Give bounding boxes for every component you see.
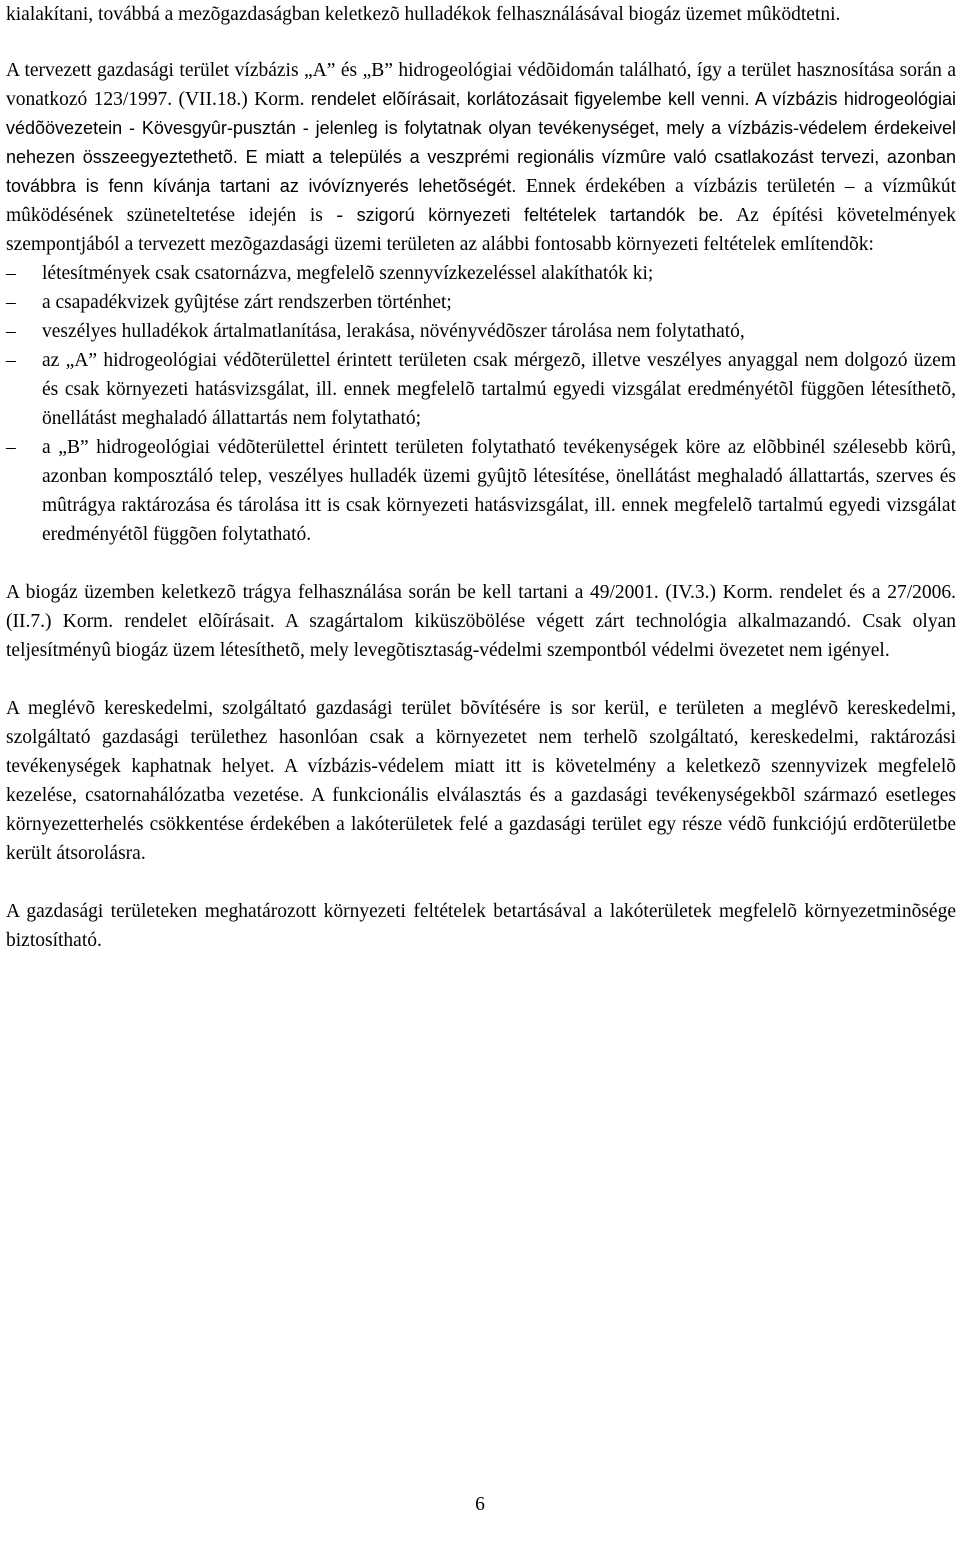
- list-item-text: a „B” hidrogeológiai védõterülettel érintett területen folytatható tevékenységek köre az elõbbinél szélesebb körû, azonban komposztáló telep, veszélyes hulladék üzemi gyûjtõ létesítése, önellátást meghaladó állattartás, szerves és mûtrágya raktározása és tárolása itt is csak környezeti hatásvizsgálat, ill. ennek megfelelõ tartalmú egyedi vizsgálat eredményétõl függõen folytatható.: [42, 437, 956, 545]
- dash-bullet: –: [6, 350, 16, 371]
- paragraph-gap: [6, 868, 956, 897]
- dash-bullet: –: [6, 292, 16, 313]
- paragraph-text: A biogáz üzemben keletkezõ trágya felhasználása során be kell tartani a 49/2001. (IV.3.) Korm. rendelet és a 27/2006. (II.7.) Korm. rendelet elõírásait. A szagártalom kiküszöbölése végett zárt technológia alkalmazandó. Csak olyan teljesítményû biogáz üzem létesíthetõ, mely levegõtisztaság-védelmi szempontból védelmi övezetet nem igényel.: [6, 582, 956, 661]
- list-item: [6, 288, 956, 317]
- list-item: [6, 317, 956, 346]
- paragraph-gap: [6, 29, 956, 56]
- paragraph-intro-continuation: [6, 0, 956, 29]
- paragraph-residential-quality: [6, 897, 956, 955]
- paragraph-text: A gazdasági területeken meghatározott környezeti feltételek betartásával a lakóterületek megfelelõ környezetminõsége biztosítható.: [6, 901, 956, 951]
- dash-bullet: –: [6, 263, 16, 284]
- paragraph-text: kialakítani, továbbá a mezõgazdaságban keletkezõ hulladékok felhasználásával biogáz üzemet mûködtetni.: [6, 4, 841, 25]
- paragraph-gap: [6, 665, 956, 694]
- paragraph-text-part-c: Ennek érdekében a vízbázis területén – a vízmûkút mûködésének szüneteltetése idején is -: [6, 176, 957, 226]
- paragraph-water-protection: [6, 56, 956, 259]
- list-item-text: az „A” hidrogeológiai védõterülettel érintett területen csak mérgezõ, illetve veszélyes anyaggal nem dolgozó üzem és csak környezeti hatásvizsgálat, ill. ennek megfelelõ tartalmú egyedi vizsgálat eredményétõl függõen létesíthetõ, önellátást meghaladó állattartás nem folytatható;: [42, 350, 956, 429]
- paragraph-commercial-area: [6, 694, 956, 868]
- list-item-text: létesítmények csak csatornázva, megfelelõ szennyvízkezeléssel alakíthatók ki;: [42, 263, 654, 284]
- paragraph-gap: [6, 549, 956, 578]
- environmental-conditions-list: [6, 259, 956, 549]
- list-item: [6, 433, 956, 549]
- list-item-text: a csapadékvizek gyûjtése zárt rendszerben történhet;: [42, 292, 452, 313]
- document-page: [6, 0, 956, 955]
- dash-bullet: –: [6, 321, 16, 342]
- paragraph-text-part-a: A tervezett gazdasági terület vízbázis „A” és „B” hidrogeológiai védõidomán található, így a terület hasznosítása során a vonatkozó 123/1997. (VII.18.) Korm.: [6, 60, 956, 110]
- paragraph-text-part-b: rendelet elõírásait, korlátozásait figyelembe kell venni. A vízbázis hidrogeológiai védõövezetein - Kövesgyûr-pusztán - jelenleg is folytatnak olyan tevékenységet, mely a vízbázis-védelem érdekeivel nehezen összeegyeztethetõ. E miatt a település a veszprémi regionális vízmûre való csatlakozást tervezi, azonban továbbra is fenn kívánja tartani az ivóvíznyerés lehetõségét.: [6, 89, 957, 196]
- paragraph-text-part-d: szigorú környezeti feltételek tartandók be.: [356, 205, 724, 225]
- dash-bullet: –: [6, 437, 16, 458]
- list-item: [6, 346, 956, 433]
- paragraph-text-part-e: Az építési követelmények szempontjából a tervezett mezõgazdasági üzemi területen az alábbi fontosabb környezeti feltételek említendõk:: [6, 205, 957, 255]
- paragraph-text: A meglévõ kereskedelmi, szolgáltató gazdasági terület bõvítésére is sor kerül, e területen a meglévõ kereskedelmi, szolgáltató gazdasági területhez hasonlóan csak a környezetet nem terhelõ szolgáltató, kereskedelmi, raktározási tevékenységek kaphatnak helyet. A vízbázis-védelem miatt itt is követelmény a keletkezõ szennyvizek megfelelõ kezelése, csatornahálózatba vezetése. A funkcionális elválasztás és a gazdasági tevékenységekbõl származó esetleges környezetterhelés csökkentése érdekében a lakóterületek felé a gazdasági terület egy része védõ funkciójú erdõterületbe került átsorolásra.: [6, 698, 956, 864]
- list-item-text: veszélyes hulladékok ártalmatlanítása, lerakása, növényvédõszer tárolása nem folytatható,: [42, 321, 745, 342]
- paragraph-biogas: [6, 578, 956, 665]
- list-item: [6, 259, 956, 288]
- page-number: 6: [475, 1494, 485, 1515]
